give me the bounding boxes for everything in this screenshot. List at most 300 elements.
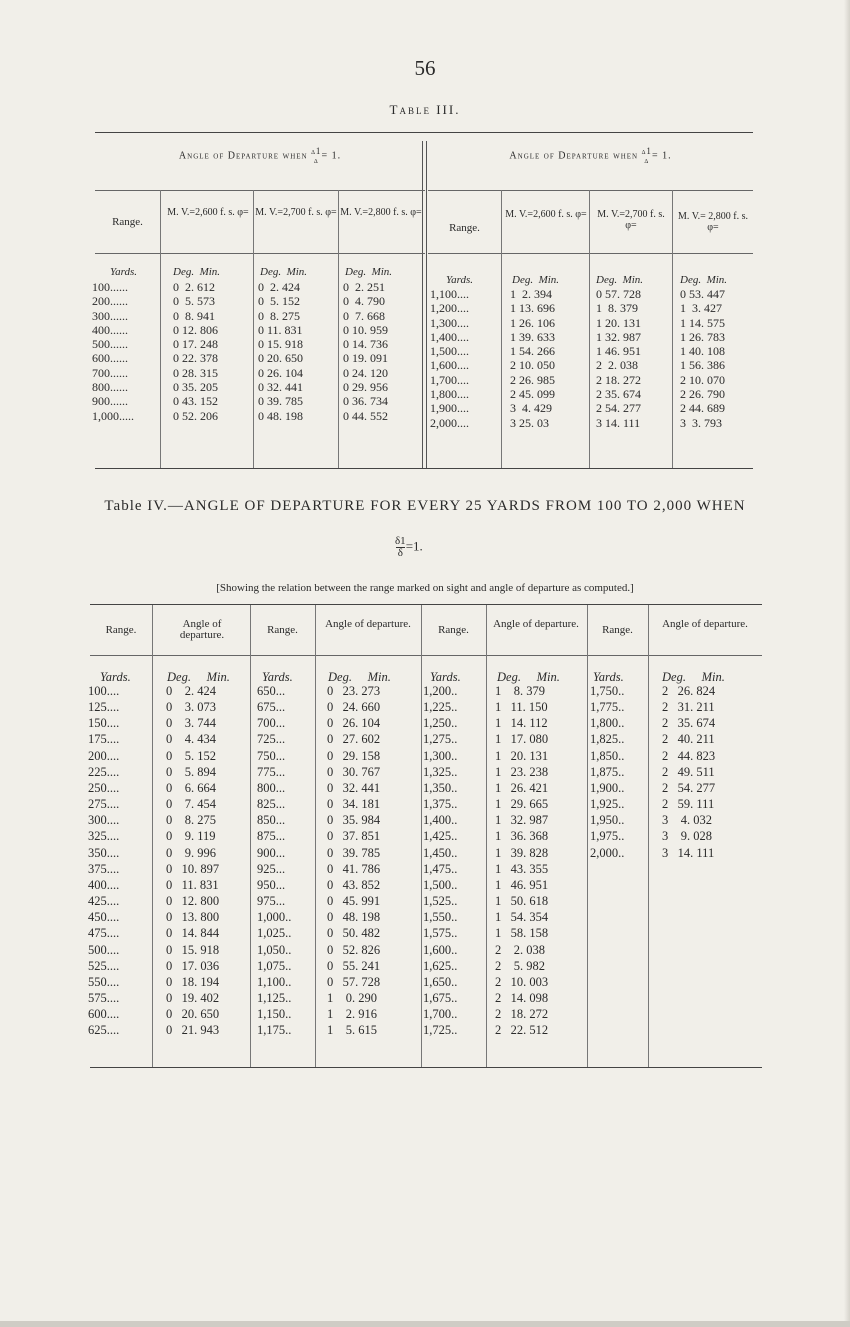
angle-cell: 0 5. 152 (166, 748, 216, 763)
range-cell: 700... (257, 716, 286, 731)
units-degmin: Deg. Min. (173, 266, 221, 278)
angle-cell: 2 10. 070 (680, 372, 725, 387)
range-cell: 1,100.... (430, 287, 469, 301)
units-degmin: Deg. Min. (512, 274, 560, 286)
col-header-range: Range. (267, 624, 298, 636)
range-cell: 900...... (92, 394, 128, 409)
angle-cell: 0 34. 181 (327, 797, 381, 812)
fraction: $\frac{\delta 1}{\delta}$ (395, 535, 406, 559)
range-cell: 1,325.. (423, 764, 458, 779)
range-cell: 1,350.. (423, 780, 458, 795)
range-cell: 1,700.... (430, 372, 469, 387)
angle-cell: 3 4. 032 (662, 813, 712, 828)
angle-cell: 1 8. 379 (495, 684, 545, 698)
angle-cell: 3 3. 793 (680, 415, 722, 430)
col-divider (152, 605, 153, 1067)
angle-cell: 0 19. 091 (343, 351, 388, 366)
col-header-angle: Angle of departure. (493, 618, 579, 630)
range-cell: 1,925.. (590, 797, 625, 812)
angle-cell: 0 12. 806 (173, 322, 218, 337)
angle-column-2800 (680, 287, 725, 430)
angle-column (662, 683, 715, 861)
angle-cell: 0 9. 996 (166, 845, 216, 860)
angle-cell: 0 48. 198 (327, 910, 381, 925)
angle-cell: 0 8. 941 (173, 308, 215, 323)
angle-cell: 0 52. 826 (327, 942, 381, 957)
angle-cell: 2 18. 272 (495, 1007, 549, 1022)
angle-cell: 0 57. 728 (327, 974, 381, 989)
range-cell: 1,100.. (257, 974, 292, 989)
range-cell: 775... (257, 764, 286, 779)
page-edge-shadow (844, 0, 850, 1327)
col-header-mv2800: M. V.= 2,800 f. s. φ= (677, 211, 748, 233)
range-column (92, 280, 134, 423)
range-cell: 675... (257, 700, 286, 715)
angle-cell: 0 17. 036 (166, 958, 220, 973)
scan-edge (0, 1321, 850, 1327)
range-cell: 1,150.. (257, 1007, 292, 1022)
angle-cell: 2 26. 824 (662, 684, 716, 698)
range-cell: 1,450.. (423, 845, 458, 860)
angle-cell: 0 2. 612 (173, 280, 215, 294)
range-cell: 1,825.. (590, 732, 625, 747)
range-cell: 1,400.... (430, 329, 469, 344)
range-cell: 1,950.. (590, 813, 625, 828)
fraction: δ1 δ (311, 146, 322, 165)
angle-cell: 0 26. 104 (327, 716, 381, 731)
range-cell: 1,050.. (257, 942, 292, 957)
units-degmin: Deg. Min. (596, 274, 644, 286)
angle-cell: 1 40. 108 (680, 344, 725, 359)
angle-cell: 1 8. 379 (596, 301, 638, 316)
col-header-mv2700: M. V.=2,700 f. s. φ= (597, 209, 665, 231)
angle-cell: 0 7. 668 (343, 308, 385, 323)
angle-cell: 1 46. 951 (596, 344, 641, 359)
angle-cell: 0 43. 852 (327, 877, 381, 892)
range-cell: 400...... (92, 322, 128, 337)
range-cell: 300.... (88, 813, 120, 828)
range-column (430, 287, 469, 430)
range-cell: 1,800.... (430, 387, 469, 402)
col-header-angle: Angle of departure. (662, 618, 748, 630)
range-cell: 900... (257, 845, 286, 860)
range-cell: 1,800.. (590, 716, 625, 731)
units-degmin: Deg. Min. (167, 670, 230, 684)
angle-cell: 2 10. 050 (510, 358, 555, 373)
angle-cell: 3 14. 111 (662, 845, 715, 860)
units-degmin: Deg. Min. (345, 266, 393, 278)
angle-cell: 0 50. 482 (327, 926, 381, 941)
range-cell: 750... (257, 748, 286, 763)
col-divider (253, 190, 254, 468)
col-divider (338, 190, 339, 468)
range-cell: 575.... (88, 990, 120, 1005)
range-cell: 1,900.. (590, 780, 625, 795)
angle-cell: 0 35. 205 (173, 380, 218, 395)
col-divider (587, 605, 588, 1067)
range-cell: 1,075.. (257, 958, 292, 973)
angle-cell: 2 22. 512 (495, 1023, 549, 1038)
col-header-range: Range. (449, 222, 480, 234)
angle-cell: 0 32. 441 (258, 380, 303, 395)
angle-cell: 1 11. 150 (495, 700, 548, 715)
angle-cell: 0 3. 744 (166, 716, 216, 731)
range-cell: 1,200.. (423, 684, 458, 698)
range-cell: 1,500.. (423, 877, 458, 892)
range-cell: 175.... (88, 732, 120, 747)
angle-cell: 1 20. 131 (596, 315, 641, 330)
angle-column (495, 683, 548, 1038)
col-divider (160, 190, 161, 468)
angle-cell: 1 56. 386 (680, 358, 725, 373)
angle-cell: 0 20. 650 (258, 351, 303, 366)
angle-cell: 0 20. 650 (166, 1007, 220, 1022)
col-divider (250, 605, 251, 1067)
angle-cell: 0 10. 897 (166, 861, 220, 876)
angle-cell: 0 7. 454 (166, 797, 216, 812)
range-cell: 200.... (88, 748, 120, 763)
range-cell: 1,700.. (423, 1007, 458, 1022)
range-cell: 1,875.. (590, 764, 625, 779)
range-column (88, 683, 119, 1038)
angle-cell: 0 5. 152 (258, 294, 300, 309)
angle-column (327, 683, 380, 1038)
angle-cell: 2 14. 098 (495, 990, 549, 1005)
range-cell: 1,600.. (423, 942, 458, 957)
table4 (90, 604, 762, 1068)
range-cell: 500...... (92, 337, 128, 352)
angle-cell: 1 13. 696 (510, 301, 555, 316)
angle-cell: 1 39. 633 (510, 329, 555, 344)
angle-cell: 0 39. 785 (258, 394, 303, 409)
angle-cell: 2 26. 985 (510, 372, 555, 387)
angle-cell: 0 3. 073 (166, 700, 216, 715)
angle-cell: 1 17. 080 (495, 732, 549, 747)
angle-cell: 1 39. 828 (495, 845, 549, 860)
angle-cell: 0 10. 959 (343, 322, 388, 337)
angle-cell: 0 24. 120 (343, 365, 388, 380)
col-divider (589, 190, 590, 468)
angle-cell: 0 19. 402 (166, 990, 220, 1005)
angle-cell: 0 13. 800 (166, 910, 220, 925)
angle-cell: 3 14. 111 (596, 415, 641, 430)
angle-column-2600 (173, 280, 218, 423)
angle-cell: 0 41. 786 (327, 861, 381, 876)
units-degmin: Deg. Min. (662, 670, 725, 684)
angle-cell: 1 26. 106 (510, 315, 555, 330)
range-cell: 650... (257, 684, 286, 698)
range-cell: 1,750.. (590, 684, 625, 698)
angle-cell: 0 43. 152 (173, 394, 218, 409)
rule (90, 655, 762, 656)
range-cell: 2,000.. (590, 845, 625, 860)
range-cell: 1,000.. (257, 910, 292, 925)
angle-column-2700 (258, 280, 303, 423)
range-cell: 1,175.. (257, 1023, 292, 1038)
fraction: δ1 δ (641, 146, 652, 165)
angle-cell: 2 2. 038 (495, 942, 545, 957)
angle-cell: 0 26. 104 (258, 365, 303, 380)
range-column (423, 683, 457, 1038)
range-cell: 325.... (88, 829, 120, 844)
range-cell: 700...... (92, 365, 128, 380)
angle-cell: 0 8. 275 (258, 308, 300, 323)
angle-cell: 0 14. 844 (166, 926, 220, 941)
units-yards: Yards. (430, 670, 461, 684)
range-cell: 1,850.. (590, 748, 625, 763)
table3-right-header: Angle of Departure when δ1 δ = 1. (509, 146, 672, 165)
range-cell: 200...... (92, 294, 128, 309)
range-cell: 1,025.. (257, 926, 292, 941)
col-header-mv2600: M. V.=2,600 f. s. φ= (167, 207, 249, 218)
range-cell: 475.... (88, 926, 120, 941)
angle-cell: 1 54. 354 (495, 910, 549, 925)
angle-cell: 1 20. 131 (495, 748, 549, 763)
col-header-mv2800: M. V.=2,800 f. s. φ= (340, 207, 422, 218)
angle-cell: 2 18. 272 (596, 372, 641, 387)
range-cell: 350.... (88, 845, 120, 860)
range-cell: 1,400.. (423, 813, 458, 828)
angle-cell: 0 11. 831 (258, 322, 303, 337)
angle-cell: 0 27. 602 (327, 732, 381, 747)
range-cell: 150.... (88, 716, 120, 731)
angle-cell: 0 45. 991 (327, 894, 381, 909)
angle-cell: 3 4. 429 (510, 401, 552, 416)
col-divider (501, 190, 502, 468)
angle-cell: 2 10. 003 (495, 974, 549, 989)
angle-cell: 1 26. 421 (495, 780, 549, 795)
page-number: 56 (414, 56, 436, 80)
range-cell: 1,650.. (423, 974, 458, 989)
angle-cell: 3 25. 03 (510, 415, 549, 430)
angle-column (166, 683, 219, 1038)
angle-cell: 3 9. 028 (662, 829, 712, 844)
table3-right-half (428, 133, 753, 468)
angle-cell: 0 29. 158 (327, 748, 381, 763)
angle-cell: 0 23. 273 (327, 684, 381, 698)
col-header-range: Range. (438, 624, 469, 636)
angle-cell: 0 18. 194 (166, 974, 220, 989)
angle-cell: 0 14. 736 (343, 337, 388, 352)
units-degmin: Deg. Min. (497, 670, 560, 684)
angle-cell: 0 4. 790 (343, 294, 385, 309)
col-header-angle: Angle of departure. (325, 618, 411, 630)
range-cell: 725... (257, 732, 286, 747)
angle-cell: 0 2. 424 (166, 684, 216, 698)
range-cell: 925... (257, 861, 286, 876)
range-cell: 550.... (88, 974, 120, 989)
angle-cell: 0 5. 894 (166, 764, 216, 779)
range-cell: 1,775.. (590, 700, 625, 715)
range-cell: 1,375.. (423, 797, 458, 812)
table3-left-header: Angle of Departure when δ1 δ = 1. (178, 146, 342, 165)
col-divider (315, 605, 316, 1067)
angle-cell: 1 0. 290 (327, 990, 377, 1005)
angle-cell: 0 32. 441 (327, 780, 381, 795)
angle-cell: 0 6. 664 (166, 780, 216, 795)
table4-note: [Showing the relation between the range marked on sight and angle of departure as computed.] (216, 582, 634, 594)
range-cell: 1,675.. (423, 990, 458, 1005)
range-cell: 1,500.... (430, 344, 469, 359)
rule (95, 253, 425, 254)
col-header-range: Range. (112, 216, 143, 228)
angle-cell: 0 36. 734 (343, 394, 388, 409)
range-cell: 975... (257, 894, 286, 909)
angle-cell: 2 35. 674 (596, 387, 641, 402)
range-cell: 1,425.. (423, 829, 458, 844)
angle-cell: 0 5. 573 (173, 294, 215, 309)
angle-cell: 0 39. 785 (327, 845, 381, 860)
angle-cell: 0 4. 434 (166, 732, 216, 747)
angle-cell: 0 28. 315 (173, 365, 218, 380)
col-header-range: Range. (602, 624, 633, 636)
angle-cell: 2 59. 111 (662, 797, 715, 812)
angle-cell: 1 2. 394 (510, 287, 552, 301)
range-cell: 275.... (88, 797, 120, 812)
range-cell: 1,550.. (423, 910, 458, 925)
angle-cell: 0 17. 248 (173, 337, 218, 352)
col-header-mv2700: M. V.=2,700 f. s. φ= (255, 207, 337, 218)
angle-cell: 0 37. 851 (327, 829, 381, 844)
range-cell: 250.... (88, 780, 120, 795)
range-cell: 1,900.... (430, 401, 469, 416)
range-cell: 1,975.. (590, 829, 625, 844)
angle-cell: 2 26. 790 (680, 387, 725, 402)
col-divider (486, 605, 487, 1067)
angle-cell: 2 35. 674 (662, 716, 716, 731)
angle-cell: 2 44. 823 (662, 748, 716, 763)
angle-cell: 1 26. 783 (680, 329, 725, 344)
angle-cell: 1 50. 618 (495, 894, 549, 909)
angle-cell: 1 54. 266 (510, 344, 555, 359)
angle-cell: 0 12. 800 (166, 894, 220, 909)
range-cell: 525.... (88, 958, 120, 973)
angle-cell: 2 54. 277 (596, 401, 641, 416)
units-yards: Yards. (110, 266, 138, 278)
rule (428, 253, 753, 254)
range-cell: 1,525.. (423, 894, 458, 909)
angle-column-2800 (343, 280, 388, 423)
angle-cell: 2 54. 277 (662, 780, 716, 795)
range-cell: 2,000.... (430, 415, 469, 430)
angle-cell: 0 35. 984 (327, 813, 381, 828)
range-column (257, 683, 291, 1038)
angle-cell: 0 15. 918 (258, 337, 303, 352)
angle-column-2600 (510, 287, 555, 430)
table4-condition: $\frac{\delta 1}{\delta}=1$. (395, 535, 423, 559)
angle-column-2700 (596, 287, 641, 430)
range-cell: 100.... (88, 684, 120, 698)
angle-cell: 1 43. 355 (495, 861, 549, 876)
range-cell: 600.... (88, 1007, 120, 1022)
range-cell: 800... (257, 780, 286, 795)
units-degmin: Deg. Min. (680, 274, 728, 286)
range-cell: 450.... (88, 910, 120, 925)
range-cell: 400.... (88, 877, 120, 892)
angle-cell: 1 3. 427 (680, 301, 722, 316)
angle-cell: 0 48. 198 (258, 408, 303, 423)
range-cell: 375.... (88, 861, 120, 876)
angle-cell: 1 29. 665 (495, 797, 549, 812)
range-cell: 1,575.. (423, 926, 458, 941)
col-divider (421, 605, 422, 1067)
angle-cell: 2 31. 211 (662, 700, 715, 715)
angle-cell: 0 15. 918 (166, 942, 220, 957)
angle-cell: 0 2. 424 (258, 280, 300, 294)
angle-cell: 1 5. 615 (327, 1023, 377, 1038)
range-cell: 225.... (88, 764, 120, 779)
range-cell: 500.... (88, 942, 120, 957)
table3 (92, 132, 753, 469)
range-cell: 1,000..... (92, 408, 134, 423)
angle-cell: 1 36. 368 (495, 829, 549, 844)
range-cell: 1,300.. (423, 748, 458, 763)
angle-cell: 1 46. 951 (495, 877, 549, 892)
range-cell: 125.... (88, 700, 120, 715)
range-cell: 1,225.. (423, 700, 458, 715)
range-cell: 1,200.... (430, 301, 469, 316)
col-header-range: Range. (105, 624, 137, 636)
angle-cell: 1 32. 987 (596, 329, 641, 344)
angle-cell: 1 58. 158 (495, 926, 549, 941)
range-cell: 800...... (92, 380, 128, 395)
range-column (590, 683, 624, 861)
rule (428, 190, 753, 191)
units-yards: Yards. (593, 670, 624, 684)
col-divider (672, 190, 673, 468)
angle-cell: 2 45. 099 (510, 387, 555, 402)
table3-left-half (92, 133, 425, 468)
angle-cell: 0 24. 660 (327, 700, 381, 715)
angle-cell: 0 29. 956 (343, 380, 388, 395)
units-yards: Yards. (100, 670, 131, 684)
range-cell: 1,125.. (257, 990, 292, 1005)
angle-cell: 2 5. 982 (495, 958, 545, 973)
table3-title: Table III. (389, 102, 461, 117)
units-degmin: Deg. Min. (260, 266, 308, 278)
angle-cell: 0 57. 728 (596, 287, 641, 301)
angle-cell: 1 14. 112 (495, 716, 548, 731)
range-cell: 600...... (92, 351, 128, 366)
units-degmin: Deg. Min. (328, 670, 391, 684)
range-cell: 825... (257, 797, 286, 812)
range-cell: 850... (257, 813, 286, 828)
angle-cell: 1 2. 916 (327, 1007, 377, 1022)
col-header-mv2600: M. V.=2,600 f. s. φ= (505, 209, 587, 220)
angle-cell: 1 23. 238 (495, 764, 549, 779)
angle-cell: 2 49. 511 (662, 764, 715, 779)
angle-cell: 0 21. 943 (166, 1023, 220, 1038)
angle-cell: 2 2. 038 (596, 358, 638, 373)
units-yards: Yards. (262, 670, 293, 684)
angle-cell: 1 32. 987 (495, 813, 549, 828)
col-header-angle: Angle of departure. (179, 618, 225, 641)
range-cell: 1,600.... (430, 358, 469, 373)
range-cell: 1,625.. (423, 958, 458, 973)
range-cell: 1,475.. (423, 861, 458, 876)
range-cell: 1,250.. (423, 716, 458, 731)
range-cell: 1,725.. (423, 1023, 458, 1038)
angle-cell: 0 30. 767 (327, 764, 381, 779)
range-cell: 875... (257, 829, 286, 844)
angle-cell: 1 14. 575 (680, 315, 725, 330)
angle-cell: 0 9. 119 (166, 829, 216, 844)
angle-cell: 0 11. 831 (166, 877, 219, 892)
rule (95, 190, 425, 191)
range-cell: 625.... (88, 1023, 120, 1038)
range-cell: 300...... (92, 308, 128, 323)
units-yards: Yards. (446, 274, 474, 286)
